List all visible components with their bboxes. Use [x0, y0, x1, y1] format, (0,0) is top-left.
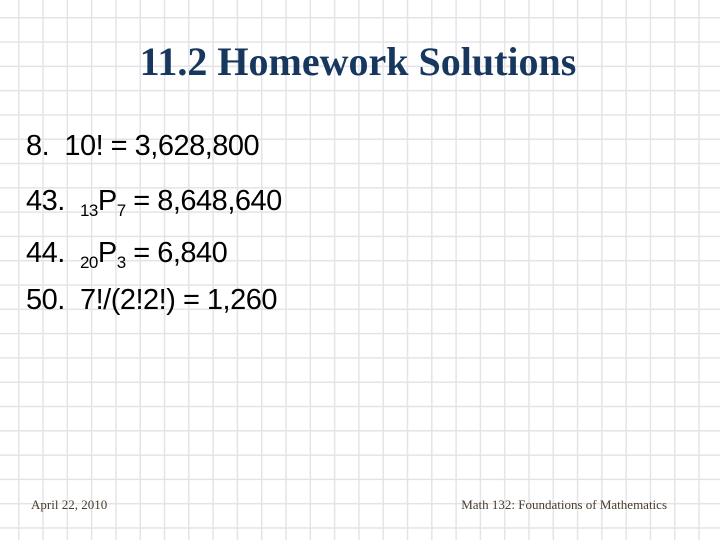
permutation-letter: P	[97, 237, 117, 269]
solution-8	[26, 130, 259, 163]
solution-43	[26, 185, 282, 221]
permutation-letter: P	[97, 185, 117, 217]
solution-50	[26, 284, 277, 317]
problem-number: 50.	[26, 284, 65, 316]
slide-title: 11.2 Homework Solutions	[139, 39, 577, 84]
solution-text: 7!/(2!2!) = 1,260	[79, 284, 278, 316]
problem-number: 43.	[26, 185, 65, 217]
problem-number: 8.	[26, 130, 50, 162]
solution-44	[26, 237, 227, 273]
solution-result: = 8,648,640	[133, 185, 282, 217]
permutation-r: 7	[116, 201, 126, 220]
permutation-n: 20	[79, 253, 98, 272]
footer-course: Math 132: Foundations of Mathematics	[461, 497, 667, 512]
solution-result: = 6,840	[133, 237, 228, 269]
footer-date: April 22, 2010	[31, 497, 108, 512]
problem-number: 44.	[26, 237, 65, 269]
permutation-r: 3	[116, 253, 126, 272]
permutation-n: 13	[79, 201, 98, 220]
solution-text: 10! = 3,628,800	[64, 130, 260, 162]
